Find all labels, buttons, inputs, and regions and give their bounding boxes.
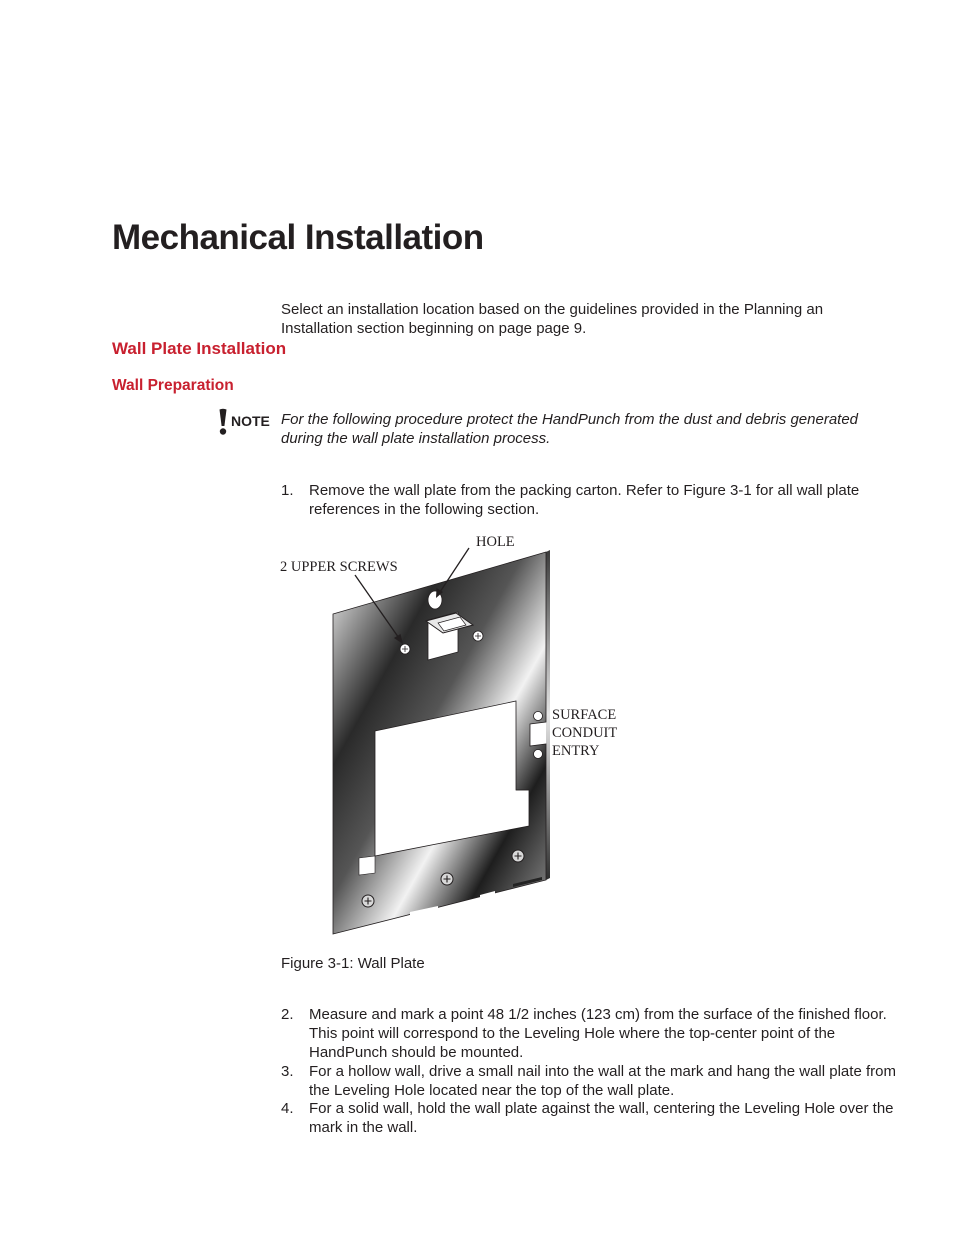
section-heading: Wall Plate Installation bbox=[112, 339, 287, 358]
note-label: NOTE bbox=[231, 413, 270, 429]
list-item-number: 2. bbox=[281, 1006, 294, 1023]
list-item-number: 4. bbox=[281, 1100, 294, 1117]
surface-label: SURFACE bbox=[552, 707, 617, 723]
conduit-label: CONDUIT bbox=[552, 725, 618, 741]
wall-plate-figure bbox=[270, 528, 650, 940]
screw-icon bbox=[441, 873, 453, 885]
screw-icon bbox=[473, 631, 483, 641]
list-item-text: Measure and mark a point 48 1/2 inches (123 cm) from the surface of the finished floor. This point will correspond to the Leveling Hole where the top-center point of the HandPunch should be mounted. bbox=[309, 1006, 887, 1061]
upper-screws-label: 2 UPPER SCREWS bbox=[280, 559, 398, 575]
screw-icon bbox=[400, 644, 410, 654]
list-item-text: Remove the wall plate from the packing carton. Refer to Figure 3-1 for all wall plate references in the following section. bbox=[309, 482, 860, 518]
entry-label: ENTRY bbox=[552, 743, 600, 759]
intro-paragraph: Select an installation location based on the guidelines provided in the Planning an Installation section beginning on page page 9. bbox=[281, 301, 824, 337]
page-title: Mechanical Installation bbox=[112, 218, 484, 257]
subsection-heading: Wall Preparation bbox=[112, 377, 234, 394]
screw-icon bbox=[362, 895, 374, 907]
exclamation-icon bbox=[217, 408, 229, 436]
hole-label: HOLE bbox=[476, 534, 515, 550]
list-item-number: 3. bbox=[281, 1063, 294, 1080]
list-item-text: For a solid wall, hold the wall plate against the wall, centering the Leveling Hole over the mark in the wall. bbox=[309, 1100, 894, 1136]
figure-caption: Figure 3-1: Wall Plate bbox=[281, 955, 425, 972]
list-item-number: 1. bbox=[281, 482, 294, 499]
list-item-text: For a hollow wall, drive a small nail into the wall at the mark and hang the wall plate from the Leveling Hole located near the top of the wall plate. bbox=[309, 1063, 896, 1099]
note-text: For the following procedure protect the HandPunch from the dust and debris generated during the wall plate installation process. bbox=[281, 411, 859, 447]
screw-icon bbox=[512, 850, 524, 862]
